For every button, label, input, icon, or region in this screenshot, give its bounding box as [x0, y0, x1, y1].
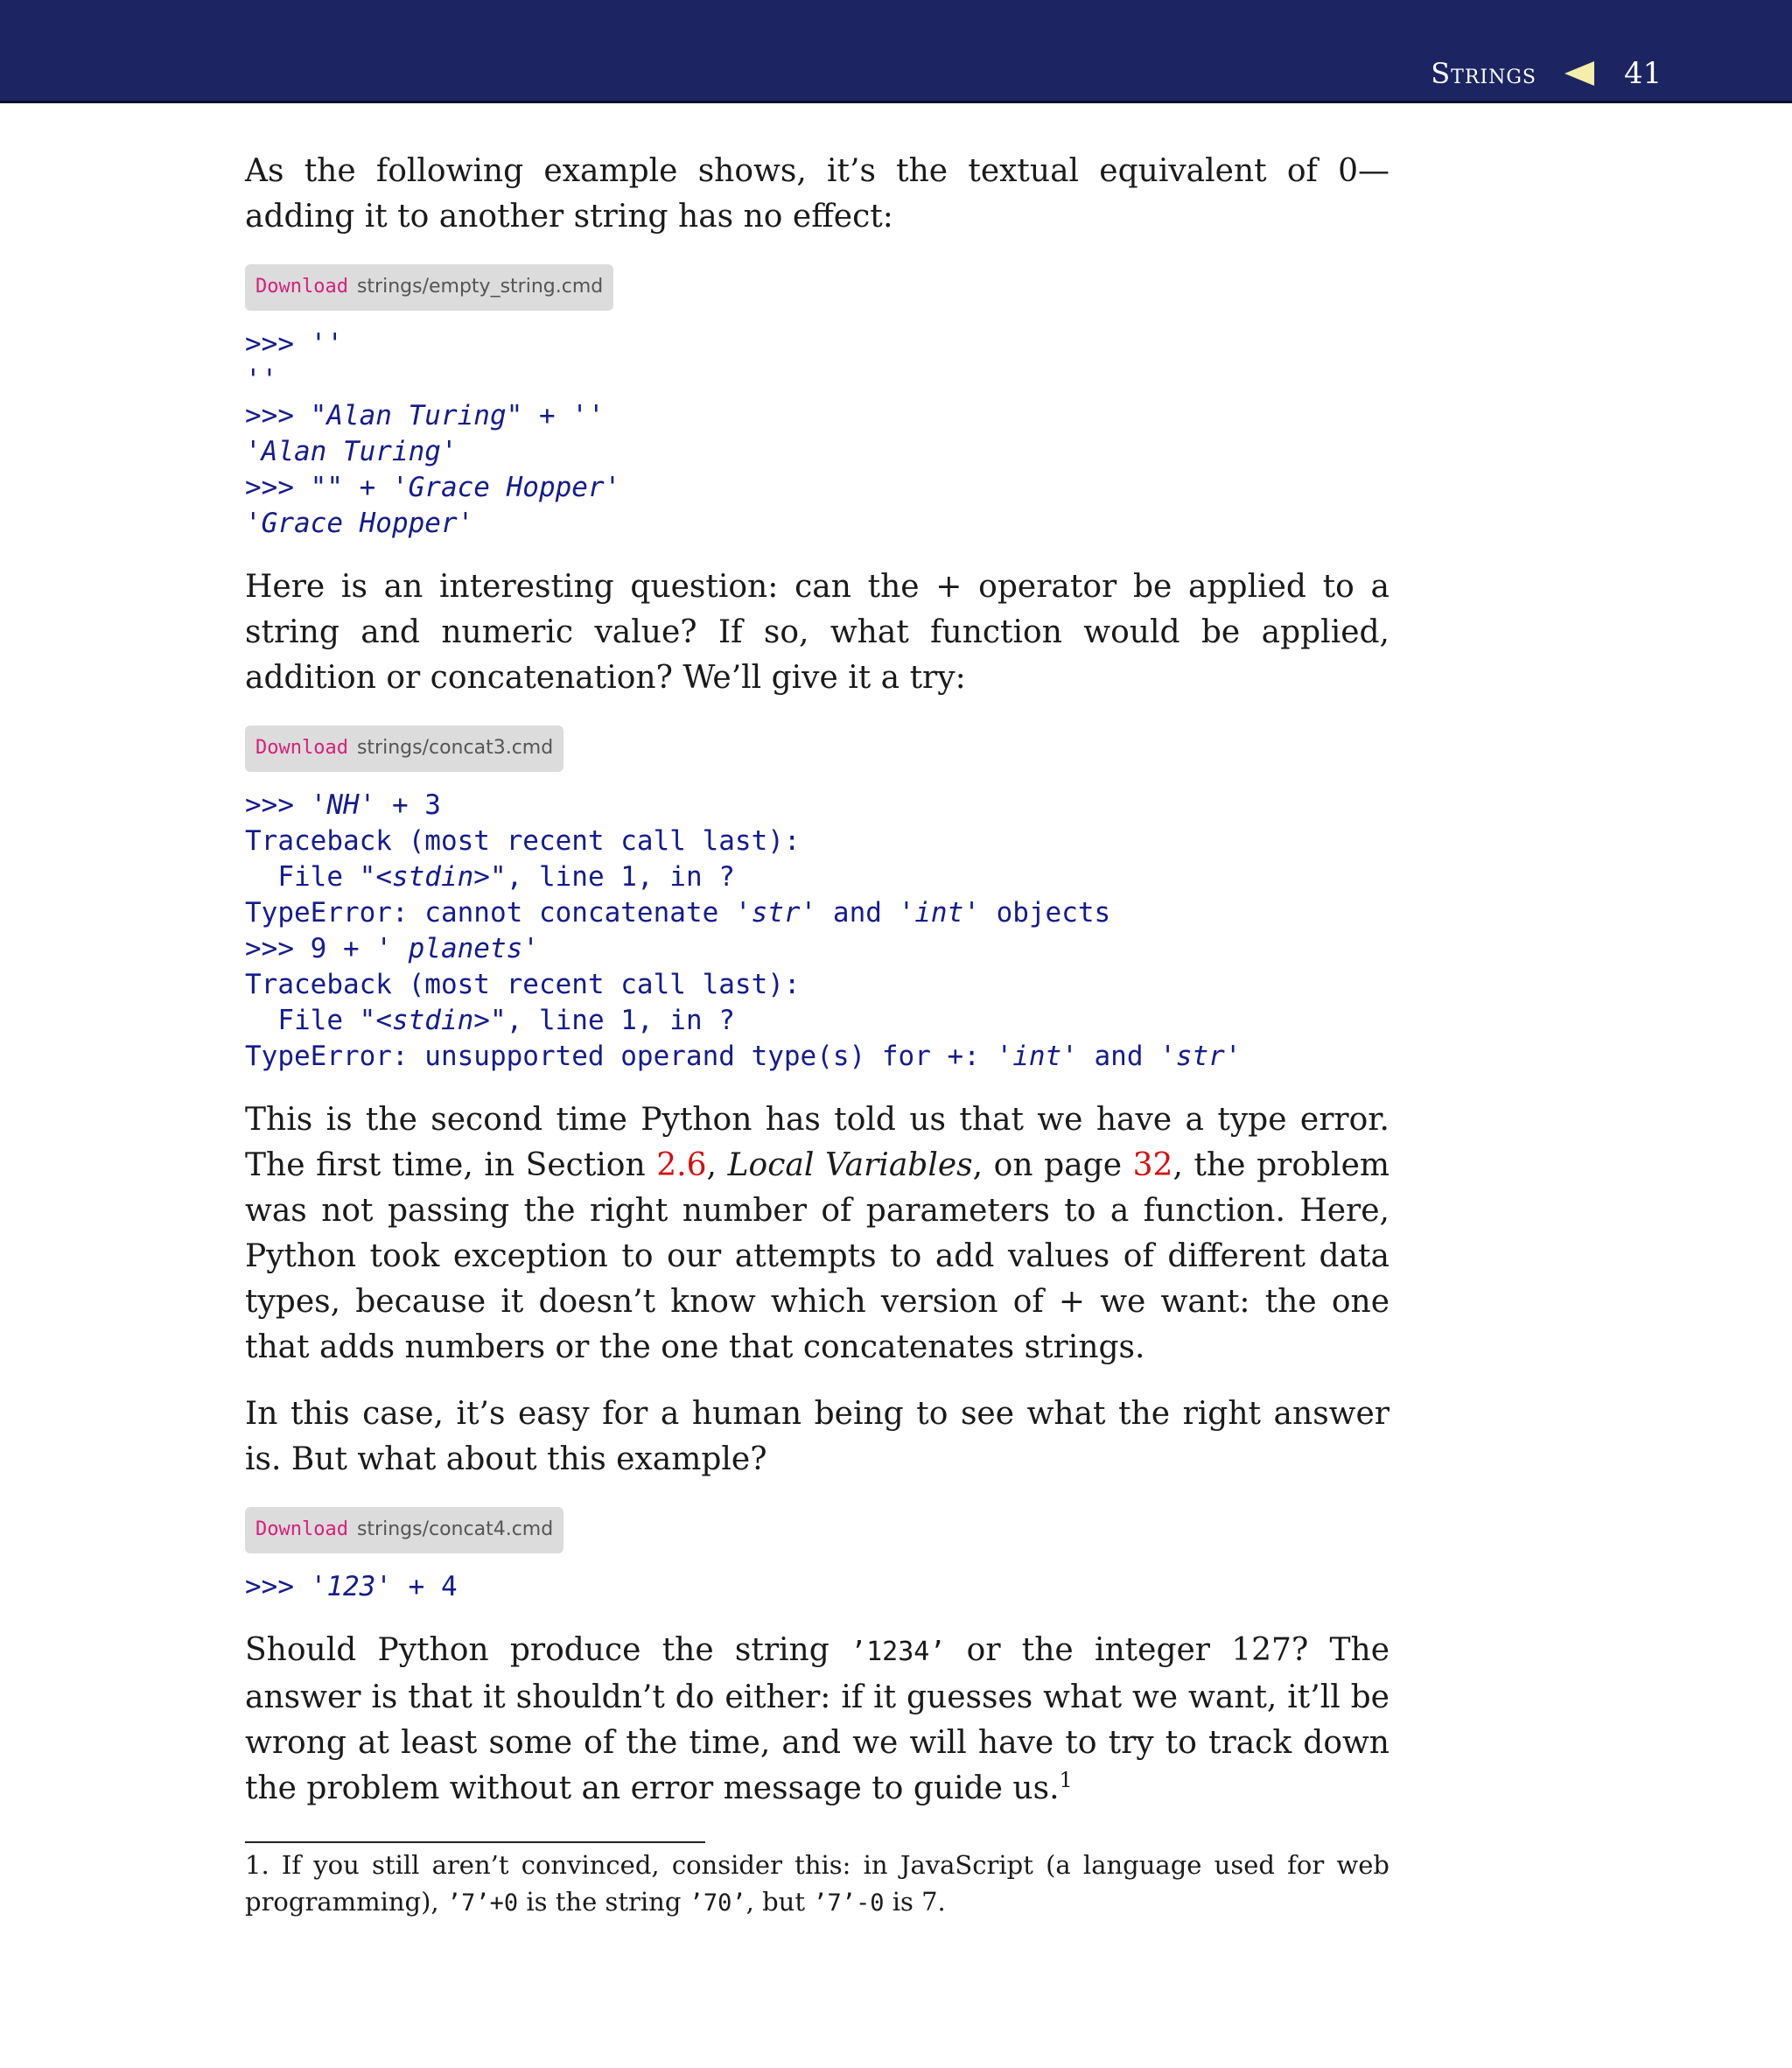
download-label: Download: [256, 1518, 348, 1540]
back-arrow-icon[interactable]: [1564, 61, 1594, 86]
footnote-text: If you still aren’t convinced, consider this: in JavaScript (a language used for web programming),: [245, 1850, 1390, 1917]
running-header: [0, 0, 1792, 103]
footnote-text: , but: [746, 1887, 814, 1917]
code-token: 'Alan Turing': [245, 436, 458, 467]
code-token: + 4: [391, 1571, 458, 1602]
code-token: 'int': [898, 897, 980, 929]
footnote-code: ’7’-0: [813, 1889, 885, 1917]
code-token: and: [816, 897, 899, 929]
code-line: [245, 362, 1390, 398]
footnote-text: is the string: [518, 1887, 690, 1917]
code-token: 'Grace Hopper': [245, 508, 474, 539]
download-link-concat3[interactable]: [245, 726, 564, 772]
footnote-mark[interactable]: 1: [1059, 1768, 1073, 1792]
download-link-empty-string[interactable]: [245, 264, 613, 311]
page-body: [245, 149, 1390, 1833]
code-token: 'NH': [310, 789, 376, 821]
code-token: "": [310, 472, 343, 503]
download-path: strings/empty_string.cmd: [356, 276, 604, 298]
section-link[interactable]: 2.6: [656, 1147, 707, 1183]
section-title-ref: Local Variables: [727, 1147, 973, 1183]
code-block-empty-string: [245, 326, 1390, 542]
code-token: >>> 9 +: [245, 933, 376, 964]
code-token: >>>: [245, 400, 311, 431]
download-path: strings/concat3.cmd: [356, 737, 554, 759]
code-block-concat4: [245, 1569, 1390, 1605]
code-token: objects: [979, 897, 1111, 929]
paragraph-5-rest: or the integer 127? The answer is that it shouldn’t do either: if it guesses what we want, it’ll be wrong at least some of the time, and we will have to try to track down the problem without an error message to guide us.: [245, 1632, 1390, 1806]
footnote-code: ’70’: [689, 1889, 746, 1917]
code-token: '': [571, 400, 605, 431]
code-token: >>>: [245, 472, 311, 503]
download-path: strings/concat4.cmd: [356, 1518, 554, 1540]
code-line: [245, 506, 1390, 542]
footnote-rule: [245, 1841, 705, 1843]
code-token: '': [310, 328, 343, 360]
code-token: 'Grace Hopper': [391, 472, 621, 503]
page-link[interactable]: 32: [1132, 1147, 1173, 1183]
code-token: +: [342, 472, 392, 503]
code-token: >>>: [245, 328, 311, 360]
footnote-number: 1.: [245, 1850, 270, 1880]
code-token: 'int': [996, 1041, 1078, 1072]
code-line: [245, 967, 1390, 1003]
code-token: 'str': [1159, 1041, 1242, 1072]
paragraph-2: Here is an interesting question: can the + operator be applied to a string and numeric value? If so, what function would be applied, addition or concatenation? We’ll give it a try:: [245, 569, 1390, 696]
inline-code-string: ’1234’: [850, 1637, 946, 1667]
comma: ,: [706, 1147, 728, 1183]
paragraph-1: As the following example shows, it’s the textual equivalent of 0—adding it to another string has no effect:: [245, 153, 1390, 235]
paragraph-3-text: This is the second time Python has told us that we have a type error. The first time, in Section: [245, 1102, 1390, 1183]
code-token: "Alan Turing": [310, 400, 523, 431]
paragraph-3-rest: , the problem was not passing the right number of parameters to a function. Here, Python took exception to our attempts to add values of different data types, because it doesn’t know which version of + we want: the one that adds numbers or the one that concatenates strings.: [245, 1147, 1390, 1365]
code-line: [245, 434, 1390, 470]
code-token: and: [1077, 1041, 1160, 1072]
code-line: [245, 931, 1390, 967]
code-token: Traceback (most recent call last):: [245, 969, 801, 1000]
paragraph-5-text: Should Python produce the string: [245, 1632, 851, 1668]
code-token: Traceback (most recent call last):: [245, 825, 801, 857]
code-token: "<stdin>": [359, 1005, 507, 1036]
footnote-code: ’7’+0: [446, 1889, 519, 1917]
download-label: Download: [256, 276, 348, 298]
code-line: [245, 326, 1390, 362]
code-token: "<stdin>": [359, 861, 507, 893]
footnote-text: is 7.: [884, 1887, 946, 1917]
code-token: '123': [310, 1571, 392, 1602]
download-link-concat4[interactable]: [245, 1507, 564, 1553]
code-line: [245, 895, 1390, 931]
code-token: TypeError: cannot concatenate: [245, 897, 735, 929]
code-token: TypeError: unsupported operand type(s) for +:: [245, 1041, 997, 1072]
code-block-concat3: [245, 788, 1390, 1075]
code-token: , line 1, in ?: [506, 861, 735, 893]
code-token: , line 1, in ?: [506, 1005, 735, 1036]
on-page-text: , on page: [972, 1147, 1133, 1183]
paragraph-5: [245, 1628, 1390, 1812]
code-line: [245, 859, 1390, 895]
code-line: [245, 788, 1390, 824]
code-token: >>>: [245, 789, 311, 821]
code-line: [245, 1569, 1390, 1605]
code-token: +: [522, 400, 572, 431]
code-line: [245, 398, 1390, 434]
code-token: + 3: [375, 789, 441, 821]
code-line: [245, 1039, 1390, 1075]
code-line: [245, 470, 1390, 506]
code-line: [245, 1003, 1390, 1039]
code-token: File: [245, 861, 360, 893]
section-title: Strings: [1431, 57, 1536, 90]
code-token: >>>: [245, 1571, 311, 1602]
download-label: Download: [256, 737, 348, 759]
page-number: 41: [1624, 56, 1662, 91]
code-token: File: [245, 1005, 360, 1036]
code-line: [245, 824, 1390, 859]
paragraph-4: In this case, it’s easy for a human being to see what the right answer is. But what about this example?: [245, 1396, 1390, 1477]
code-token: ' planets': [375, 933, 539, 964]
paragraph-3: [245, 1097, 1390, 1370]
code-token: '': [245, 364, 278, 396]
code-token: 'str': [734, 897, 817, 929]
footnote: [245, 1847, 1390, 1922]
